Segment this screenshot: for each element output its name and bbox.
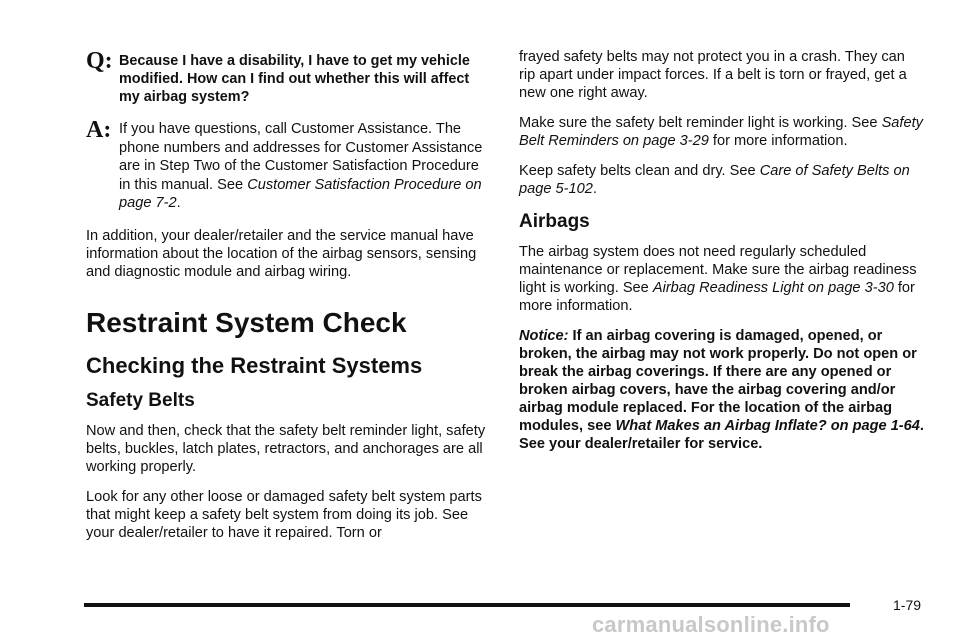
reminder-text-end: for more information. [708,133,848,149]
answer-body: If you have questions, call Customer Assistance. The phone numbers and addresses for Customer Assistance are in Step Two of the Customer Satisfaction Procedure in this manual. See [119,121,483,193]
question-text: Because I have a disability, I have to get my vehicle modified. How can I find out whether this will affect my airbag system? [119,53,470,105]
notice-label: Notice: [519,328,569,344]
airbags-heading: Airbags [519,211,590,232]
answer-mark: A: [86,117,112,143]
question-mark: Q: [86,48,113,74]
airbag-text: The airbag system does not need regularly scheduled maintenance or replacement. Make sure the airbag readiness light is working. See [519,244,917,296]
belts-paragraph-1: Now and then, check that the safety belt reminder light, safety belts, buckles, latch plates, retractors, and anchorages are all working properly. [86,422,486,475]
clean-text: Keep safety belts clean and dry. See [519,163,760,179]
clean-paragraph [519,162,925,198]
page-number: 1-79 [893,597,922,613]
notice-paragraph [519,327,925,453]
reminder-reference-link[interactable]: Safety Belt Reminders on page 3-29 [519,115,923,149]
notice-reference-link[interactable]: What Makes an Airbag Inflate? on page 1-64 [615,418,920,434]
footer-rule [84,603,850,607]
airbag-reference-link[interactable]: Airbag Readiness Light on page 3-30 [652,280,894,296]
belts-paragraph-2: Look for any other loose or damaged safety belt system parts that might keep a safety belt system from doing its job. See your dealer/retailer to have it repaired. Torn or [86,488,482,541]
notice-text: If an airbag covering is damaged, opened, or broken, the airbag may not work properly. Do not open or break the airbag coverings. If there are any opened or broken airbag covers, have the airbag covering and/or airbag module replaced. For the location of the airbag modules, see [519,328,917,434]
dealer-paragraph: In addition, your dealer/retailer and the service manual have information about the location of the airbag sensors, sensing and diagnostic module and airbag wiring. [86,227,477,280]
watermark: carmanualsonline.info [592,612,830,637]
section-title: Restraint System Check [86,306,407,338]
answer-end: . [176,195,181,211]
subsection-title: Checking the Restraint Systems [86,352,423,378]
reminder-paragraph [519,114,925,150]
airbag-paragraph [519,243,925,315]
answer-block [86,117,492,213]
answer-text [119,120,492,213]
notice-text-end: . See your dealer/retailer for service. [519,418,924,452]
answer-reference-link[interactable]: Customer Satisfaction Procedure on page 7-2 [119,176,482,211]
question-block [86,48,492,106]
right-column [519,48,925,465]
belts-paragraph-2-continued: frayed safety belts may not protect you in a crash. They can rip apart under impact forces. If a belt is torn or frayed, get a new one right away. [519,49,907,101]
clean-reference-link[interactable]: Care of Safety Belts on page 5-102 [519,163,910,197]
reminder-text: Make sure the safety belt reminder light is working. See [519,115,882,131]
airbag-text-end: for more information. [519,280,915,314]
safety-belts-heading: Safety Belts [86,389,195,411]
clean-text-end: . [592,181,597,197]
left-column [86,48,492,554]
